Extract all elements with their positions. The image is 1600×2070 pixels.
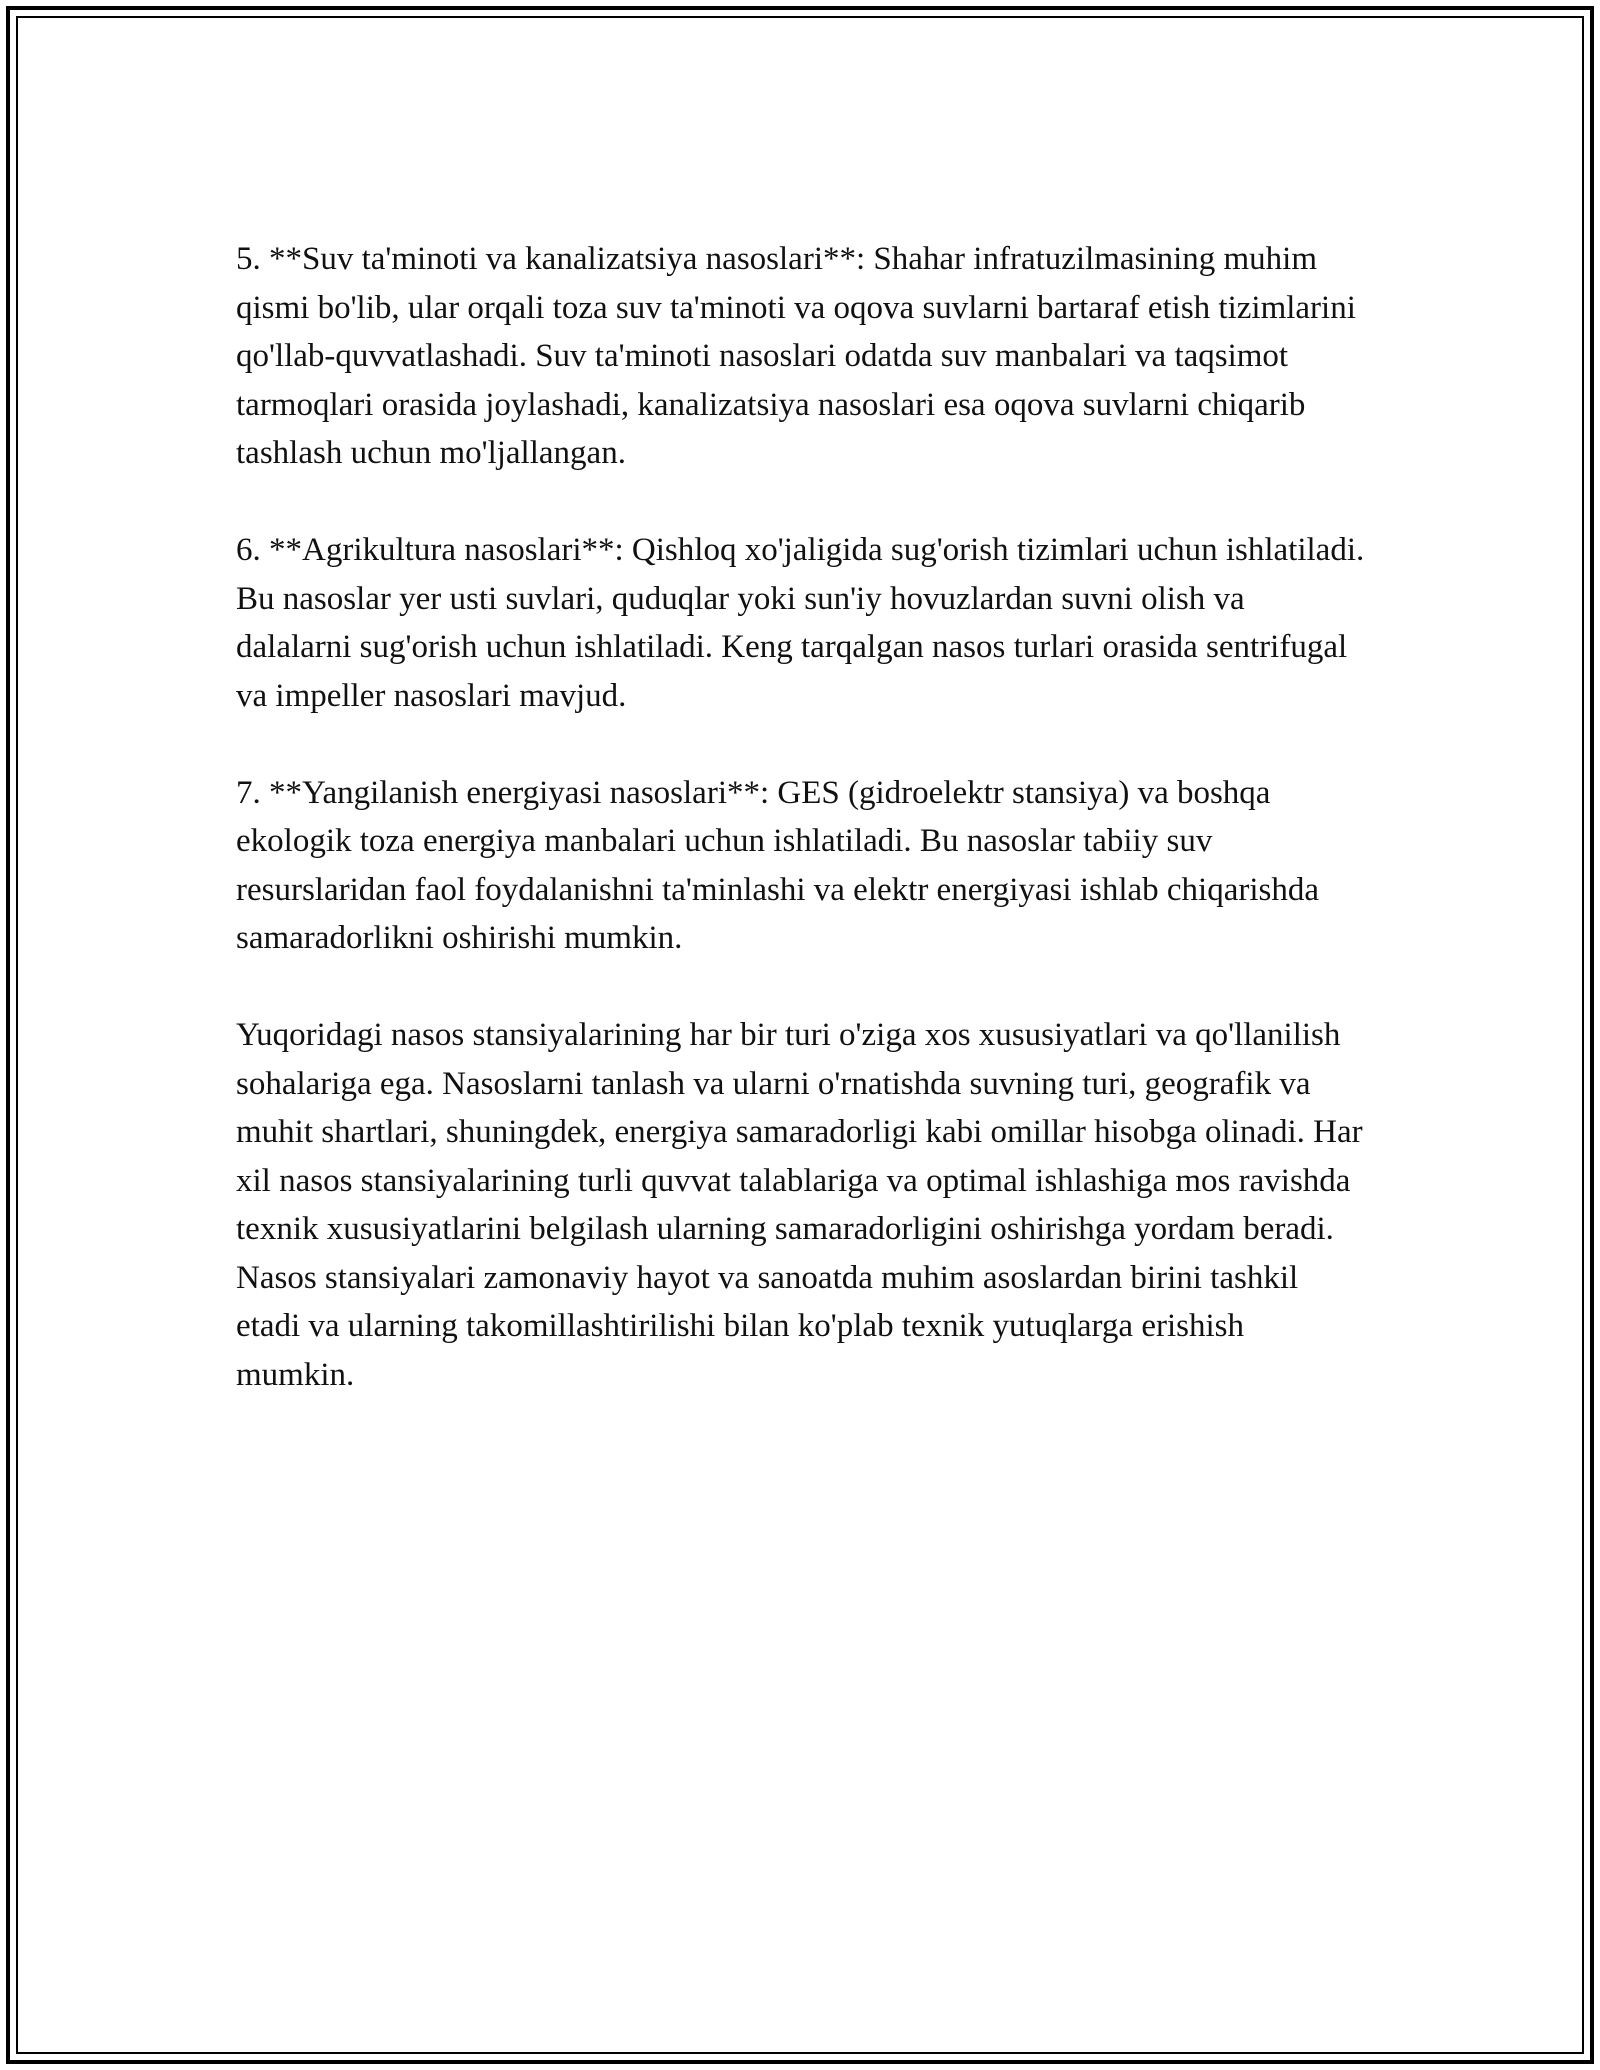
paragraph-water-supply-pumps: 5. **Suv ta'minoti va kanalizatsiya nasoslari**: Shahar infratuzilmasining muhim qismi bo'lib, ular orqali toza suv ta'minoti va oqova suvlarni bartaraf etish tizimlarini qo'llab-quvvatlashadi. Suv ta'minoti nasoslari odatda suv manbalari va taqsimot tarmoqlari orasida joylashadi, kanalizatsiya nasoslari esa oqova suvlarni chiqarib tashlash uchun mo'ljallangan. [236,241,1356,471]
paragraph-conclusion: Yuqoridagi nasos stansiyalarining har bir turi o'ziga xos xususiyatlari va qo'llanilish sohalariga ega. Nasoslarni tanlash va ularni o'rnatishda suvning turi, geografik va muhit shartlari, shuningdek, energiya samaradorligi kabi omillar hisobga olinadi. Har xil nasos stansiyalarining turli quvvat talablariga va optimal ishlashiga mos ravishda texnik xususiyatlarini belgilash ularning samaradorligini oshirishga yordam beradi. Nasos stansiyalari zamonaviy hayot va sanoatda muhim asoslardan birini tashkil etadi va ularning takomillashtirilishi bilan ko'plab texnik yutuqlarga erishish mumkin. [236,1017,1363,1393]
paragraph-agriculture-pumps: 6. **Agrikultura nasoslari**: Qishloq xo'jaligida sug'orish tizimlari uchun ishlatiladi. Bu nasoslar yer usti suvlari, quduqlar yoki sun'iy hovuzlardan suvni olish va dalalarni sug'orish uchun ishlatiladi. Keng tarqalgan nasos turlari orasida sentrifugal va impeller nasoslari mavjud. [236,532,1365,714]
paragraph-renewable-energy-pumps: 7. **Yangilanish energiyasi nasoslari**: GES (gidroelektr stansiya) va boshqa ekologik toza energiya manbalari uchun ishlatiladi. Bu nasoslar tabiiy suv resurslaridan faol foydalanishni ta'minlashi va elektr energiyasi ishlab chiqarishda samaradorlikni oshirishi mumkin. [236,774,1320,956]
document-body [236,235,1366,1448]
